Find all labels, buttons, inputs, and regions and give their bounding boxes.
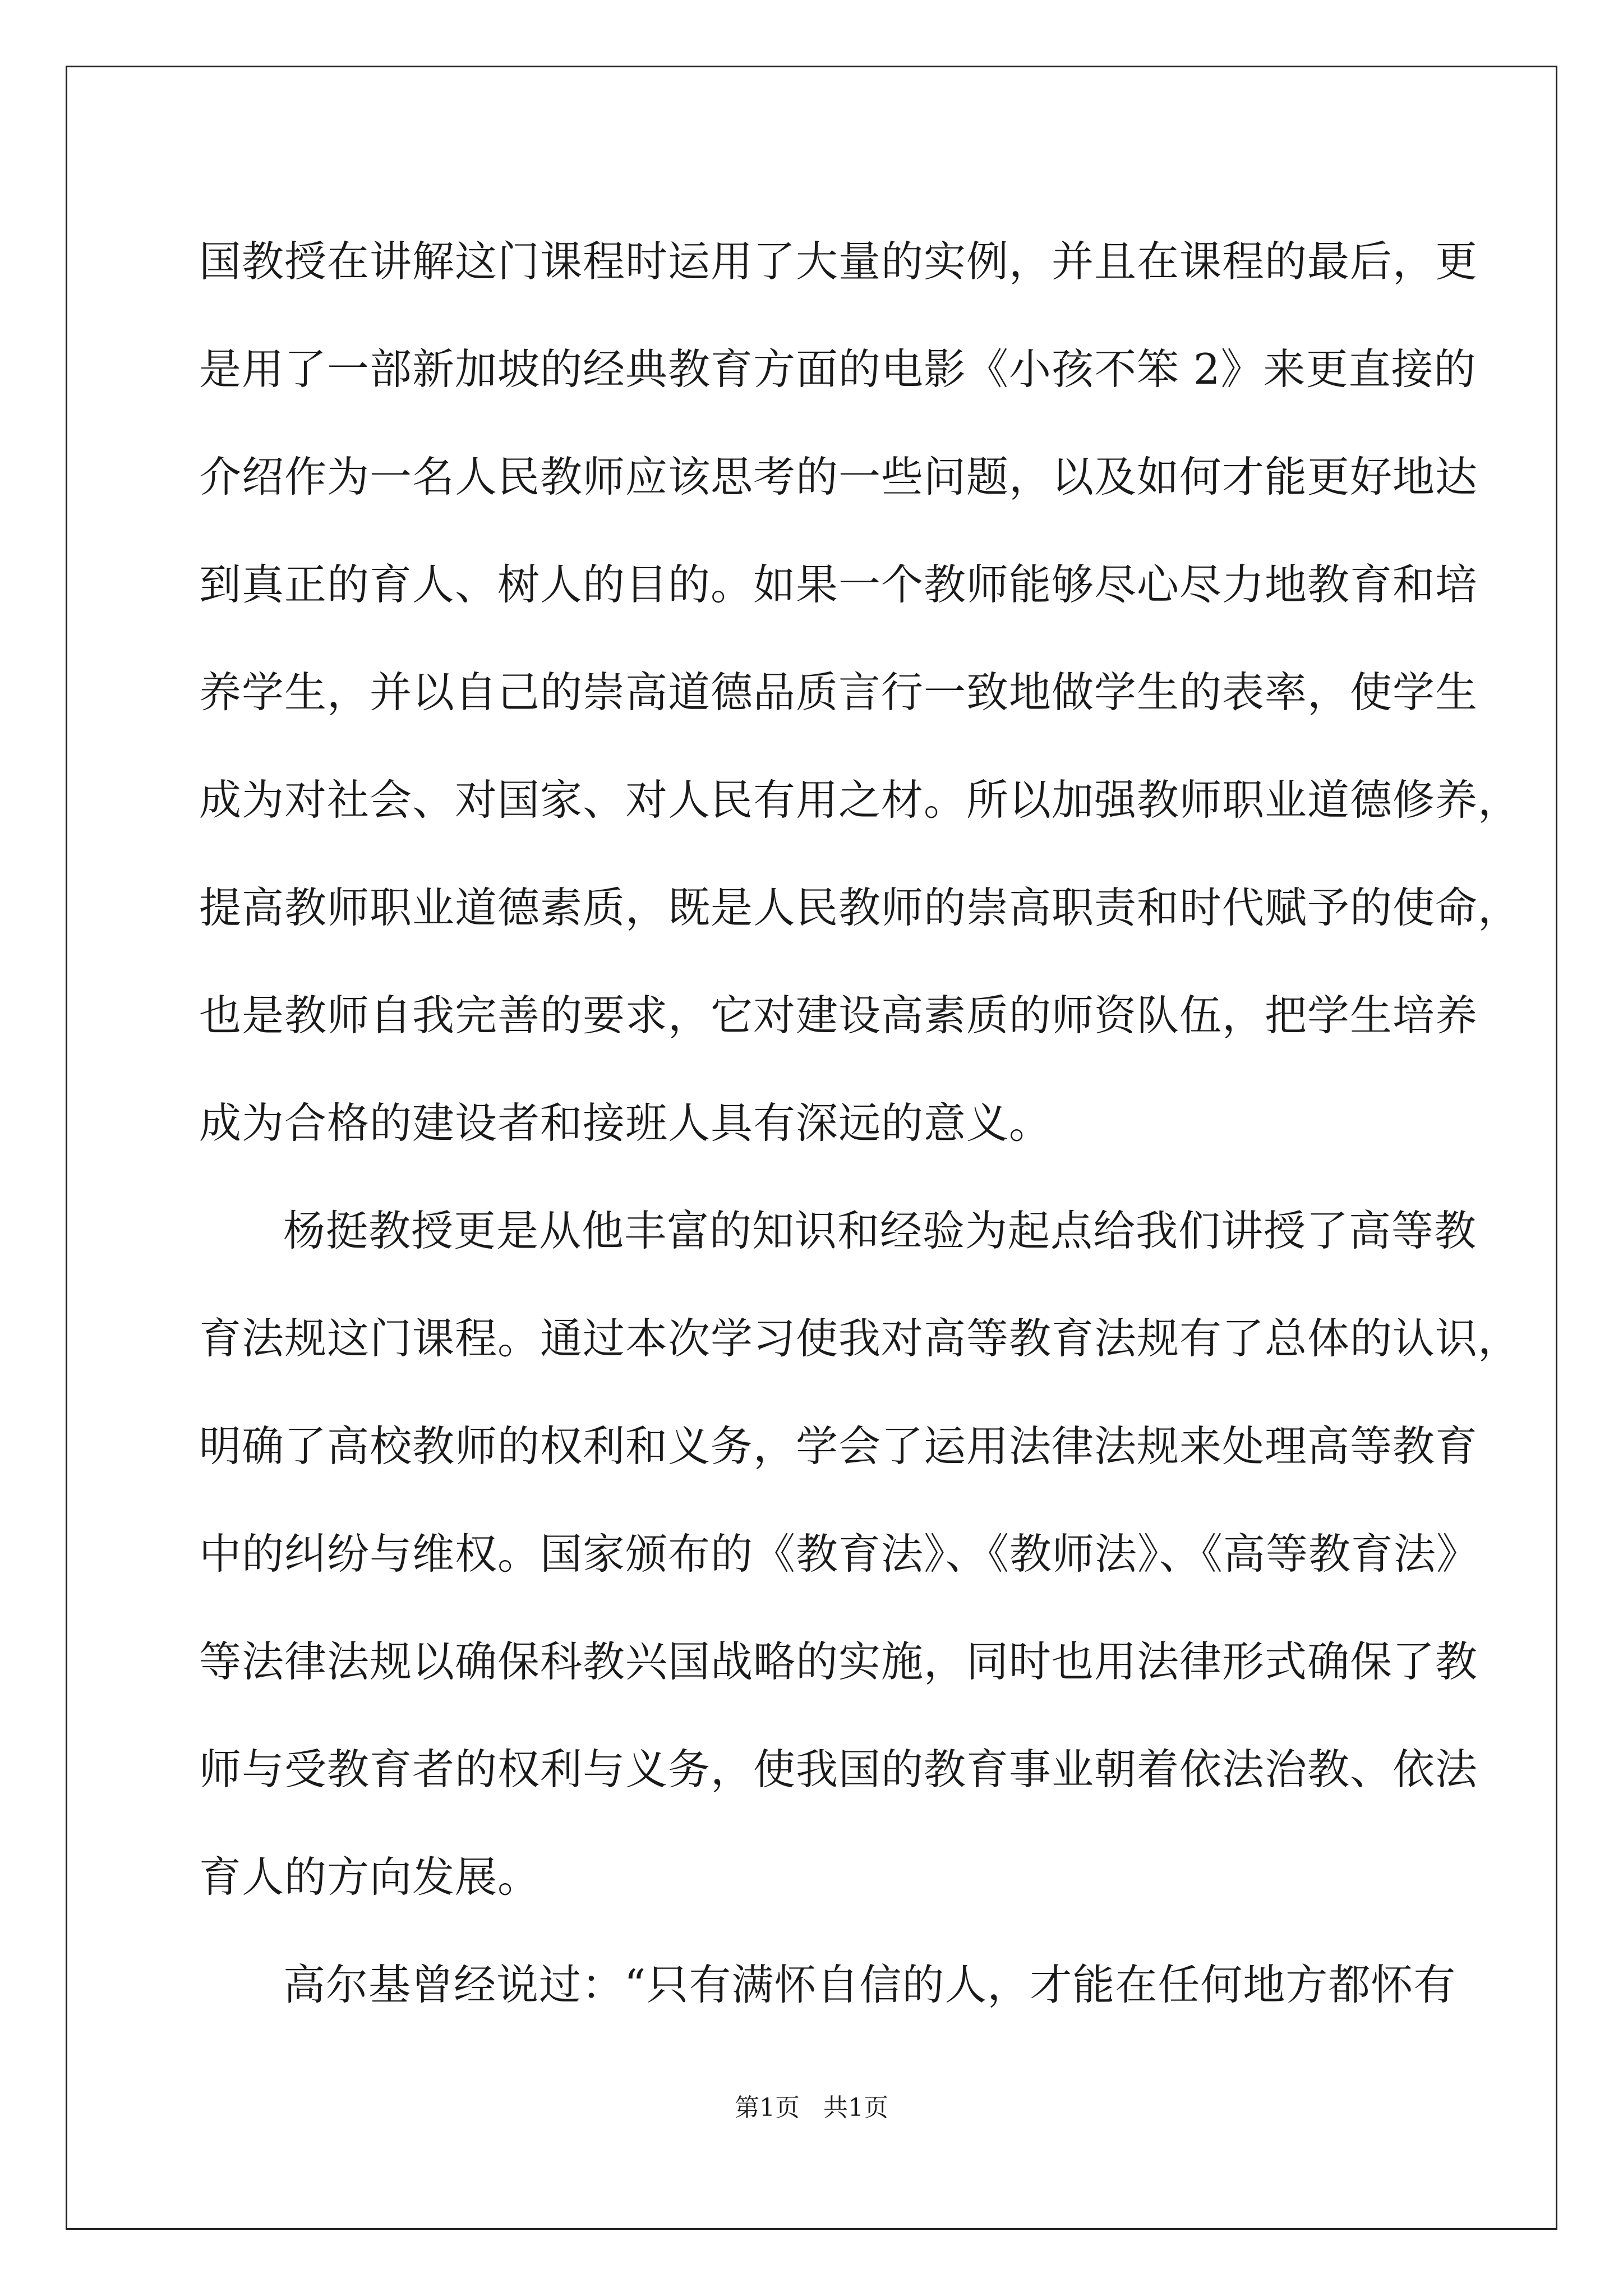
text-line: 国教授在讲解这门课程时运用了大量的实例，并且在课程的最后，更 — [199, 237, 1478, 286]
document-body — [199, 208, 1521, 2039]
text-line: 介绍作为一名人民教师应该思考的一些问题，以及如何才能更好地达 — [199, 452, 1478, 501]
text-line: 成为对社会、对国家、对人民有用之材。所以加强教师职业道德修养， — [199, 775, 1521, 825]
text-line: 中的纠纷与维权。国家颁布的《教育法》、《教师法》、《高等教育法》 — [199, 1529, 1479, 1579]
text-line: 高尔基曾经说过：“只有满怀自信的人，才能在任何地方都怀有 — [283, 1960, 1456, 2009]
text-line: 提高教师职业道德素质，既是人民教师的崇高职责和时代赋予的使命， — [199, 883, 1521, 932]
text-line: 师与受教育者的权利与义务，使我国的教育事业朝着依法治教、依法 — [199, 1745, 1478, 1794]
text-line: 育人的方向发展。 — [199, 1852, 541, 1902]
text-line: 明确了高校教师的权利和义务，学会了运用法律法规来处理高等教育 — [199, 1421, 1478, 1471]
text-line: 到真正的育人、树人的目的。如果一个教师能够尽心尽力地教育和培 — [199, 560, 1478, 609]
text-line: 是用了一部新加坡的经典教育方面的电影《小孩不笨 2》来更直接的 — [199, 344, 1477, 394]
text-line: 也是教师自我完善的要求，它对建设高素质的师资队伍，把学生培养 — [199, 991, 1478, 1040]
text-line: 养学生，并以自己的崇高道德品质言行一致地做学生的表率，使学生 — [199, 668, 1478, 717]
page-footer: 第1页 共1页 — [735, 2093, 888, 2122]
text-line: 等法律法规以确保科教兴国战略的实施，同时也用法律形式确保了教 — [199, 1637, 1478, 1686]
text-line: 成为合格的建设者和接班人具有深远的意义。 — [199, 1098, 1052, 1148]
text-line: 杨挺教授更是从他丰富的知识和经验为起点给我们讲授了高等教 — [283, 1206, 1477, 1255]
text-line: 育法规这门课程。通过本次学习使我对高等教育法规有了总体的认识， — [199, 1314, 1521, 1363]
